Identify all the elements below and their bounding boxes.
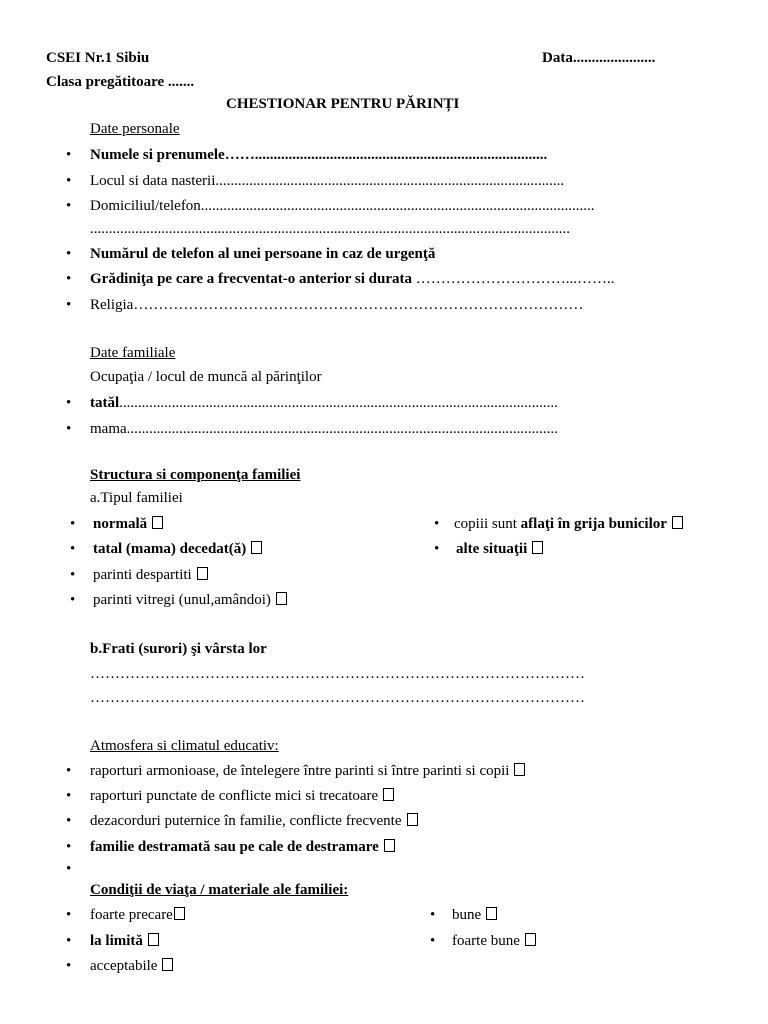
checkbox-icon[interactable] (152, 516, 163, 529)
page-title: CHESTIONAR PENTRU PĂRINȚI (226, 96, 460, 112)
mother-line: mama................................................................................................................... (90, 421, 558, 437)
bullet-icon: • (66, 788, 72, 804)
birth-line: Locul si data nasterii............................................................................................. (90, 173, 565, 189)
bullet-icon: • (434, 516, 440, 532)
occupation-label: Ocupaţia / locul de muncă al părinţilor (90, 369, 322, 385)
atmosphere-item[interactable]: dezacorduri puternice în familie, conflicte frecvente (90, 812, 418, 830)
bullet-icon: • (66, 861, 72, 877)
siblings-label: b.Frati (surori) şi vârsta lor (90, 641, 267, 657)
bullet-icon: • (66, 421, 72, 437)
checkbox-icon[interactable] (383, 788, 394, 801)
option-deceased[interactable]: tatal (mama) decedat(ă) (93, 540, 262, 558)
personal-heading: Date personale (90, 121, 180, 137)
checkbox-icon[interactable] (148, 933, 159, 946)
name-line (90, 146, 547, 164)
bullet-icon: • (66, 763, 72, 779)
option-other[interactable]: alte situaţii (456, 540, 543, 558)
kindergarten-line (90, 270, 615, 288)
father-dots: ..................................................................................................................... (119, 395, 558, 411)
date-field: Data...................... (542, 50, 656, 66)
siblings-dots-2: ……………………………………………………………………………………… (90, 690, 585, 706)
option-grandparents[interactable]: copiii sunt aflaţi în grija bunicilor (454, 515, 683, 533)
checkbox-icon[interactable] (197, 567, 208, 580)
class-value: pregătitoare ....... (85, 74, 195, 90)
siblings-dots-1: ……………………………………………………………………………………… (90, 666, 585, 682)
family-type-label: a.Tipul familiei (90, 490, 183, 506)
condition-option[interactable]: la limită (90, 932, 159, 950)
kindergarten-dots: …………………………...…….. (415, 271, 615, 287)
atmosphere-heading: Atmosfera si climatul educativ: (90, 738, 279, 754)
father-line (90, 394, 558, 412)
condition-option[interactable]: bune (452, 906, 497, 924)
bullet-icon: • (70, 516, 76, 532)
checkbox-icon[interactable] (384, 839, 395, 852)
checkbox-icon[interactable] (162, 958, 173, 971)
religion-line: Religia……………………………………………………………………………… (90, 297, 584, 313)
bullet-icon: • (430, 933, 436, 949)
emergency-line: Numărul de telefon al unei persoane in caz de urgenţă (90, 246, 436, 262)
condition-option[interactable]: foarte bune (452, 932, 536, 950)
bullet-icon: • (66, 933, 72, 949)
checkbox-icon[interactable] (251, 541, 262, 554)
bullet-icon: • (66, 173, 72, 189)
bullet-icon: • (70, 541, 76, 557)
checkbox-icon[interactable] (174, 907, 185, 920)
bullet-icon: • (66, 907, 72, 923)
bullet-icon: • (66, 246, 72, 262)
address-line: Domiciliul/telefon......................................................................................................... (90, 198, 595, 214)
father-label: tatăl (90, 395, 120, 411)
atmosphere-item[interactable]: raporturi punctate de conflicte mici si trecatoare (90, 787, 394, 805)
structure-heading: Structura si componenţa familiei (90, 467, 301, 483)
bullet-icon: • (66, 147, 72, 163)
checkbox-icon[interactable] (514, 763, 525, 776)
bullet-icon: • (66, 813, 72, 829)
bullet-icon: • (66, 198, 72, 214)
option-divorced[interactable]: parinti despartiti (93, 566, 208, 584)
checkbox-icon[interactable] (276, 592, 287, 605)
checkbox-icon[interactable] (407, 813, 418, 826)
atmosphere-item[interactable]: familie destramată sau pe cale de destramare (90, 838, 395, 856)
condition-option[interactable]: foarte precare (90, 906, 185, 924)
name-text: Numele si prenumele…….............................................................................. (90, 147, 548, 163)
bullet-icon: • (70, 592, 76, 608)
bullet-icon: • (430, 907, 436, 923)
bullet-icon: • (66, 297, 72, 313)
bullet-icon: • (66, 271, 72, 287)
bullet-icon: • (66, 958, 72, 974)
condition-option[interactable]: acceptabile (90, 957, 173, 975)
checkbox-icon[interactable] (525, 933, 536, 946)
bullet-icon: • (66, 839, 72, 855)
atmosphere-item[interactable]: raporturi armonioase, de întelegere între parinti si între parinti si copii (90, 762, 525, 780)
option-normal[interactable]: normală (93, 515, 163, 533)
class-label: Clasa (46, 74, 86, 90)
address-continuation: ................................................................................................................................ (90, 221, 570, 237)
checkbox-icon[interactable] (486, 907, 497, 920)
checkbox-icon[interactable] (672, 516, 683, 529)
kindergarten-text: Grădiniţa pe care a frecventat-o anterior si durata (90, 271, 416, 287)
family-heading: Date familiale (90, 345, 176, 361)
checkbox-icon[interactable] (532, 541, 543, 554)
bullet-icon: • (70, 567, 76, 583)
option-stepparents[interactable]: parinti vitregi (unul,amândoi) (93, 591, 287, 609)
bullet-icon: • (434, 541, 440, 557)
conditions-heading: Condiţii de viaţa / materiale ale familiei: (90, 882, 349, 898)
school-name: CSEI Nr.1 Sibiu (46, 50, 150, 66)
class-line (46, 73, 194, 91)
bullet-icon: • (66, 395, 72, 411)
